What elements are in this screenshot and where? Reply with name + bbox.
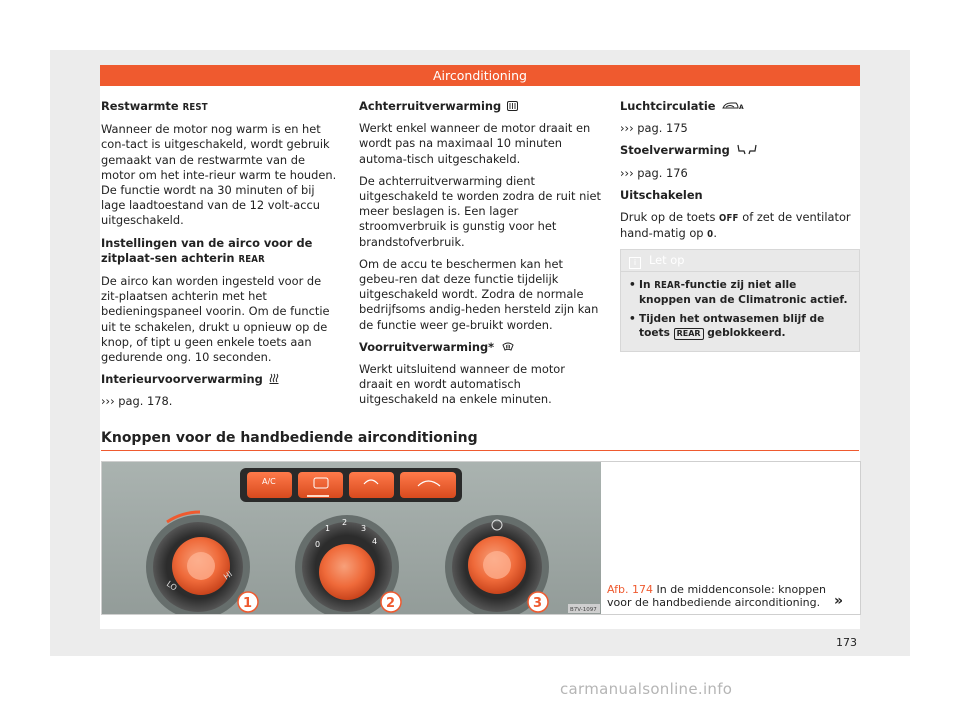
para-achter-2: De achterruitverwarming dient uitgeschakeld te worden zodra de ruit niet meer beslagen is. Een lager stroomverbruik is gunstig voor het brandstofverbruik. — [359, 173, 601, 249]
dial-2-tick-1: 1 — [325, 524, 331, 533]
rear-symbol: REAR — [238, 253, 265, 265]
callout-1-label: 1 — [243, 596, 253, 611]
dial-1-hi-label: HI — [221, 569, 235, 582]
column-3 — [620, 99, 860, 352]
dial-2-knob — [319, 544, 375, 600]
rear-defrost-icon — [507, 101, 518, 111]
heading-rear: Instellingen van de airco voor de zitplaat-sen achterin REAR — [101, 235, 313, 265]
heading-achterruitverwarming: Achterruitverwarming — [359, 99, 601, 114]
figure-caption — [607, 583, 837, 609]
note-header: i Let op — [621, 250, 859, 272]
para-rear: De airco kan worden ingesteld voor de zit-plaatsen achterin met het bedieningspaneel voorin. Om de functie uit te schakelen, drukt u opnieuw op de knop, of tipt u geen enkele toets aan gedurende ong. 10 seconden. — [101, 274, 330, 365]
rest-symbol: REST — [182, 102, 208, 113]
dial-2-tick-0: 0 — [315, 540, 321, 549]
column-2 — [359, 99, 601, 415]
windshield-defrost-icon — [502, 342, 514, 352]
note-item-1: • In REAR-functie zij niet alle knoppen van de Climatronic actief. — [629, 278, 851, 307]
rear-key-icon: REAR — [674, 328, 704, 340]
note-body — [621, 272, 859, 351]
ref-stoelverwarming[interactable]: ››› pag. 176 — [620, 165, 688, 180]
callout-2-label: 2 — [386, 596, 396, 611]
para-achter-3: Om de accu te beschermen kan het gebeu-ren dat deze functie tijdelijk uitgeschakeld wordt. Zodra de normale bedrijfsoms andig-heden hersteld zijn kan de functie weer ge-bruikt worden. — [359, 256, 599, 332]
para-restwarmte: Wanneer de motor nog warm is en het con-tact is uitgeschakeld, wordt gebruik gemaakt van de restwarmte van de motor om het inte-rieur warm te houden. De functie wordt na 30 minuten of bij lage laadtoestand van de 12 volt-accu uitgeschakeld. — [101, 122, 337, 228]
recirculation-icon — [722, 101, 744, 110]
para-achter-1: Werkt enkel wanneer de motor draait en wordt pas na maximaal 10 minuten automa-tisch uitgeschakeld. — [359, 121, 591, 166]
info-icon: i — [629, 257, 641, 269]
image-code: B7V-1097 — [570, 607, 597, 613]
recirculation-button — [400, 472, 456, 498]
climate-panel-image — [102, 462, 601, 614]
section-title: Knoppen voor de handbediende airconditioning — [101, 430, 478, 446]
note-item-2: • Tijden het ontwasemen blijf de toets REAR geblokkeerd. — [629, 312, 851, 340]
column-1 — [101, 99, 339, 417]
dial-2-tick-4: 4 — [372, 537, 378, 546]
heading-luchtcirculatie: Luchtcirculatie A — [620, 99, 745, 113]
ac-button-label: A/C — [262, 477, 276, 486]
heading-stoelverwarming: Stoelverwarming — [620, 143, 860, 158]
dial-3-seat-icon — [483, 551, 511, 579]
page-number: 173 — [836, 636, 857, 649]
dial-1-seat-icon — [187, 552, 215, 580]
zero-symbol: 0 — [707, 229, 714, 241]
section-divider — [101, 450, 859, 451]
para-uitschakelen: Druk op de toets OFF of zet de ventilator hand-matig op 0. — [620, 210, 851, 241]
caption-text: In de middenconsole: knoppen voor de handbediende airconditioning. — [607, 583, 826, 609]
watermark: carmanualsonline.info — [560, 680, 733, 698]
continue-arrow: » — [834, 593, 844, 609]
heading-uitschakelen: Uitschakelen — [620, 187, 703, 202]
indicator-led — [307, 495, 329, 497]
dial-2-tick-3: 3 — [361, 524, 367, 533]
ref-luchtcirculatie[interactable]: ››› pag. 175 — [620, 121, 688, 136]
off-symbol: OFF — [719, 213, 739, 225]
windshield-defrost-button — [349, 472, 394, 498]
rear-defrost-button — [298, 472, 343, 498]
note-box — [620, 249, 860, 352]
heading-interieurvoorverwarming: Interieurvoorverwarming — [101, 372, 339, 387]
dial-1-lo-label: LO — [164, 579, 179, 593]
seat-heater-icon — [736, 144, 758, 155]
callout-3-label: 3 — [533, 596, 543, 611]
caption-label: Afb. 174 — [607, 583, 653, 596]
heater-icon — [269, 373, 279, 384]
para-voor: Werkt uitsluitend wanneer de motor draait en wordt automatisch uitgeschakeld na enkele minuten. — [359, 362, 565, 407]
dial-2-tick-2: 2 — [342, 518, 348, 527]
ref-interieur[interactable]: ››› pag. 178. — [101, 394, 173, 409]
heading-voorruitverwarming: Voorruitverwarming* — [359, 340, 601, 355]
svg-text:A: A — [739, 104, 745, 110]
heading-restwarmte: Restwarmte REST — [101, 99, 208, 113]
rear-symbol: REAR — [654, 280, 681, 292]
chapter-header: Airconditioning — [100, 65, 860, 86]
